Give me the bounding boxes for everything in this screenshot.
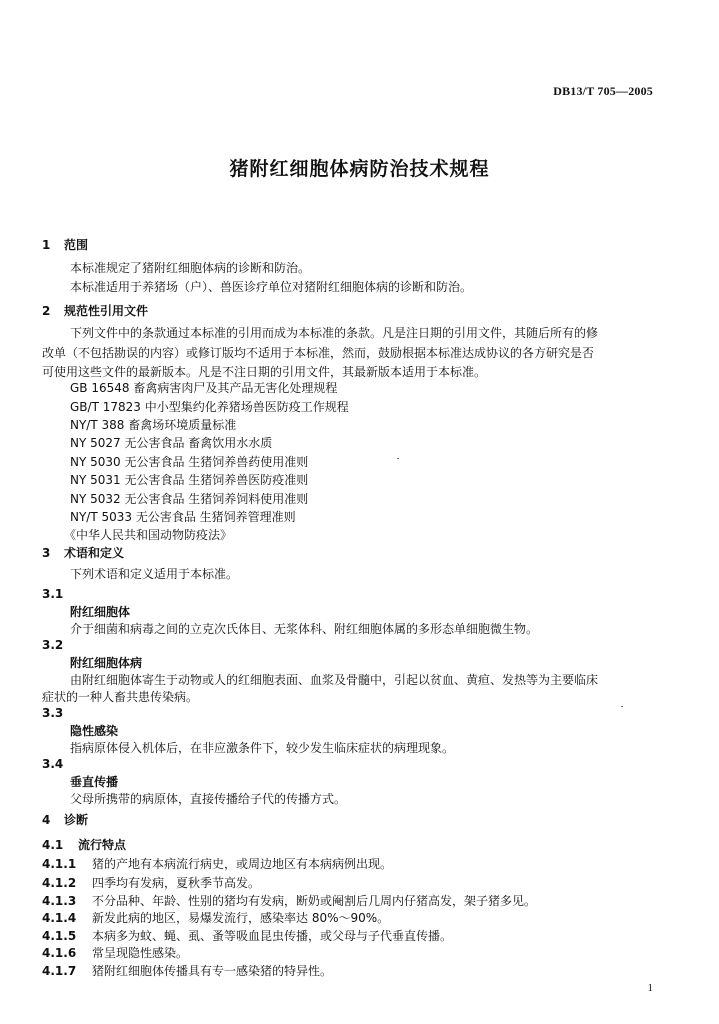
- reference-item: GB 16548 畜禽病害肉尸及其产品无害化处理规程: [70, 381, 338, 395]
- clause-text: 猪的产地有本病流行病史，或周边地区有本病病例出现。: [92, 857, 393, 871]
- section-2-intro-line-3: 可使用这些文件的最新版本。凡是不注日期的引用文件，其最新版本适用于本标准。: [42, 365, 487, 379]
- section-2-heading: 规范性引用文件: [64, 304, 149, 318]
- section-1-para-1: 本标准规定了猪附红细胞体病的诊断和防治。: [70, 261, 311, 275]
- reference-item: NY 5027 无公害食品 畜禽饮用水水质: [70, 436, 273, 450]
- term-3-2-number: 3.2: [42, 638, 64, 652]
- reference-item: NY/T 388 畜禽场环境质量标准: [70, 418, 237, 432]
- reference-item: NY 5032 无公害食品 生猪饲养饲料使用准则: [70, 492, 309, 506]
- clause-text: 新发此病的地区，易爆发流行，感染率达 80%～90%。: [92, 911, 390, 925]
- reference-item: NY 5031 无公害食品 生猪饲养兽医防疫准则: [70, 473, 309, 487]
- section-2-intro-line-1: 下列文件中的条款通过本标准的引用而成为本标准的条款。凡是注日期的引用文件，其随后所有的修: [70, 326, 599, 340]
- term-3-1-number: 3.1: [42, 587, 64, 601]
- section-2-number: 2: [42, 304, 51, 318]
- clause-number: 4.1.1: [42, 857, 77, 871]
- term-3-2-definition-line-1: 由附红细胞体寄生于动物或人的红细胞表面、血浆及骨髓中，引起以贫血、黄疸、发热等为主要临床: [70, 673, 599, 687]
- term-3-1-definition: 介于细菌和病毒之间的立克次氏体目、无浆体科、附红细胞体属的多形态单细胞微生物。: [70, 622, 539, 636]
- clause-number: 4.1.6: [42, 946, 77, 960]
- section-3-number: 3: [42, 546, 51, 560]
- section-2-intro-line-2: 改单（不包括勘误的内容）或修订版均不适用于本标准，然而，鼓励根据本标准达成协议的各方研究是否: [42, 346, 595, 360]
- section-1-para-2: 本标准适用于养猪场（户）、兽医诊疗单位对猪附红细胞体病的诊断和防治。: [70, 280, 473, 294]
- reference-item: NY 5030 无公害食品 生猪饲养兽药使用准则: [70, 455, 309, 469]
- reference-item: 《中华人民共和国动物防疫法》: [64, 528, 233, 542]
- term-3-4-definition: 父母所携带的病原体，直接传播给子代的传播方式。: [70, 792, 347, 806]
- term-3-3-name: 隐性感染: [70, 724, 119, 738]
- term-3-3-number: 3.3: [42, 706, 64, 720]
- standard-code: DB13/T 705—2005: [553, 84, 653, 98]
- section-1-heading: 范围: [64, 238, 89, 252]
- clause-text: 猪附红细胞体传播具有专一感染猪的特异性。: [92, 964, 333, 978]
- page-number: 1: [647, 982, 653, 994]
- clause-text: 不分品种、年龄、性别的猪均有发病，断奶或阉割后几周内仔猪高发，架子猪多见。: [92, 894, 537, 908]
- subsection-4-1-number: 4.1: [42, 838, 64, 852]
- term-3-2-definition-line-2: 症状的一种人畜共患传染病。: [42, 690, 199, 704]
- section-3-heading: 术语和定义: [64, 546, 125, 560]
- document-title: 猪附红细胞体病防治技术规程: [229, 158, 490, 180]
- term-3-1-name: 附红细胞体: [70, 605, 131, 619]
- term-3-4-number: 3.4: [42, 757, 64, 771]
- reference-item: NY/T 5033 无公害食品 生猪饲养管理准则: [70, 510, 296, 524]
- clause-text: 常呈现隐性感染。: [92, 946, 189, 960]
- subsection-4-1-heading: 流行特点: [78, 838, 127, 852]
- clause-text: 本病多为蚊、蝇、虱、蚤等吸血昆虫传播，或父母与子代垂直传播。: [92, 929, 453, 943]
- clause-number: 4.1.7: [42, 964, 77, 978]
- section-4-heading: 诊断: [64, 813, 89, 827]
- clause-number: 4.1.5: [42, 929, 77, 943]
- section-1-number: 1: [42, 238, 51, 252]
- scan-speck: [397, 458, 399, 459]
- reference-item: GB/T 17823 中小型集约化养猪场兽医防疫工作规程: [70, 400, 349, 414]
- section-3-intro: 下列术语和定义适用于本标准。: [70, 567, 239, 581]
- scan-speck: [621, 706, 623, 707]
- clause-text: 四季均有发病，夏秋季节高发。: [92, 876, 261, 890]
- term-3-4-name: 垂直传播: [70, 775, 119, 789]
- clause-number: 4.1.2: [42, 876, 77, 890]
- term-3-2-name: 附红细胞体病: [70, 656, 143, 670]
- section-4-number: 4: [42, 813, 51, 827]
- clause-number: 4.1.4: [42, 911, 77, 925]
- term-3-3-definition: 指病原体侵入机体后，在非应激条件下，较少发生临床症状的病理现象。: [70, 741, 455, 755]
- clause-number: 4.1.3: [42, 894, 77, 908]
